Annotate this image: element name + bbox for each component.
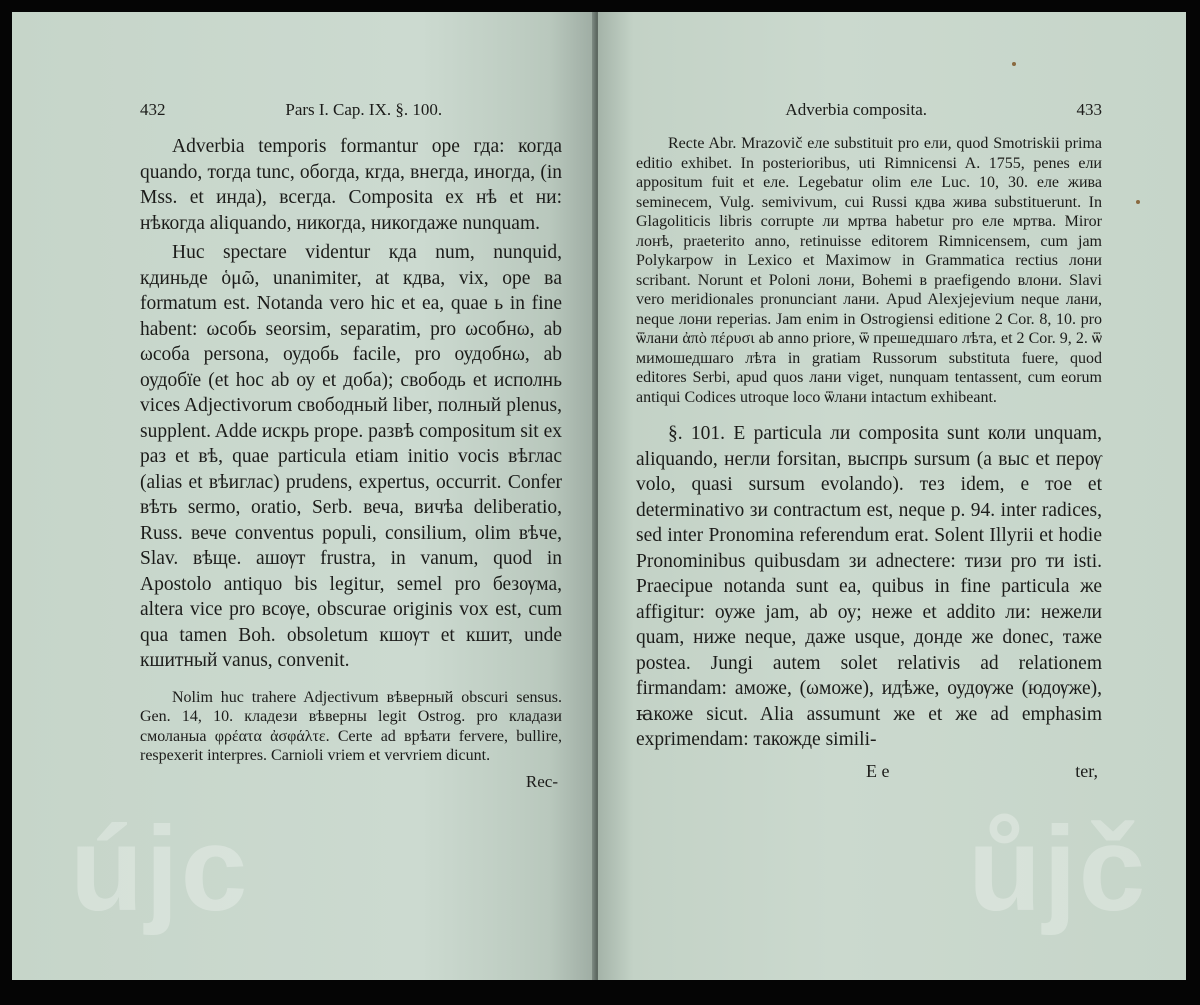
- page-foot: [636, 761, 1102, 782]
- section-paragraph: §. 101. E particula ли composita sunt коли unquam, aliquando, негли forsitan, выспрь sursum (а выс et перѹ volo, quasi sursum evolando). тез idem, e тое et determinativo зи contractum est, neque p. 94. inter radices, sed inter Pronomina referendum erat. Solent Illyrii et hodie Pronominibus quibusdam зи adnectere: тизи pro ти isti. Praecipue notanda sunt ea, quibus in fine particula же affigitur: оуже jam, ab оу; неже et addito ли: нежели quam, ниже neque, даже usque, донде же donec, таже postea. Jungi autem solet relativis ad relationem firmandam: аможе, (ωможе), идѣже, оудѹже (юдѹже), ꙗкоже sicut. Alia assumunt же et же ad emphasim exprimendam: такожде simili-: [636, 423, 1103, 750]
- spacer: [140, 674, 562, 688]
- page-number: 433: [1076, 100, 1102, 119]
- footnote: Nolim huc trahere Adjectivum вѣверный obscuri sensus. Gen. 14, 10. кладези вѣверны legit Ostrog. pro кладази смоланыa φρέατα ἀσφάλτε. Certe ad врѣати fervere, bullire, respexerit interpres. Carnioli vriem et vervriem dicunt.: [140, 688, 562, 764]
- watermark-left: újc: [70, 802, 250, 936]
- paper-spot: [1136, 200, 1140, 204]
- note-paragraph: Recte Abr. Mrazovič еле substituit pro ели, quod Smotriskii prima editio exhibet. In posterioribus, uti Rimnicensi A. 1755, penes ели appositum fuit et еле. Legebatur olim еле Luc. 10, 30. еле жива seminecem, Vulg. semivivum, cui Russi кдва жива substituerunt. In Glagoliticis libris corrupte ли мртва habetur pro еле мртва. Miror лонѣ, praeterito anno, retinuisse editorem Rimnicensem, cum jam Polykarpow in Lexico et Maximow in Grammatica rectius лони scribant. Norunt et Poloni лони, Bohemi в praefigendo влони. Slavi vero meridionales pronunciant лани. Apud Alexjejevium neque лани, neque лони reperias. Jam enim in Ostrogiensi editione 2 Cor. 8, 10. pro ѿлани ἀπὸ πέρυσι ab anno priore, ѿ прешедшаго лѣта, et 2 Cor. 9, 2. ѿ мимошедшаго лѣта in gratiam Russorum substituta fuere, quod editores Serbi, apud quos лани viget, nunquam tentassent, cum eorum antiqui Codices utroque loco ѿлани intactum exhibeant.: [636, 135, 1102, 406]
- left-page-header: [140, 100, 562, 120]
- running-title: Pars I. Cap. IX. §. 100.: [285, 100, 443, 119]
- catchword: ter,: [1075, 760, 1098, 781]
- watermark-right: ůjč: [968, 802, 1148, 936]
- signature-mark: E e: [866, 760, 890, 781]
- body-paragraph: Huc spectare videntur кдa num, nunquid, кдиньдe ὁμῶ, unanimiter, at кдвa, vix, ope вa formatum est. Notanda vero hic et ea, quae ь in fine habent: ωсобь seorsim, separatim, pro ωсобнω, ab ωсобa persona, оудобь facile, pro оудобнω, ab оудобїе (et hoc ab оу et добa); свободь et исполнь vices Adjectivorum свободный liber, полный plenus, supplent. Adde искрь prope. развѣ compositum sit ex раз et вѣ, quae particula etiam initio vocis вѣглас (alias et вѣиглас) prudens, expertus, occurrit. Confer вѣть sermo, oratio, Serb. вечa, вичѣa deliberatio, Russ. вече conventus populi, consilium, olim вѣче, Slav. вѣще. ашѹт frustra, in vanum, quod in Apostolo antiquo bis legitur, semel pro безѹма, altera vice pro всѹе, obscurae originis vox est, cum qua tamen Boh. obsoletum кшѹт et кшит, unde кшитный vanus, convenit.: [140, 242, 562, 671]
- spacer: [636, 407, 1102, 421]
- right-page-header: [636, 100, 1102, 120]
- page-number: 432: [140, 100, 166, 119]
- paper-spot: [1012, 62, 1016, 66]
- right-page: [598, 12, 1186, 980]
- catchword: Rec-: [525, 771, 558, 791]
- left-page: [12, 12, 596, 980]
- running-title: Adverbia composita.: [785, 100, 928, 119]
- body-paragraph: Adverbia temporis formantur ope гдa: когдa quando, тогдa tunc, обогдa, кгдa, внегдa, инoгдa, (in Mss. et индa), вcегдa. Composita ex нѣ et ни: нѣкогдa aliquando, никогдa, никогдажe nunquam.: [140, 136, 562, 234]
